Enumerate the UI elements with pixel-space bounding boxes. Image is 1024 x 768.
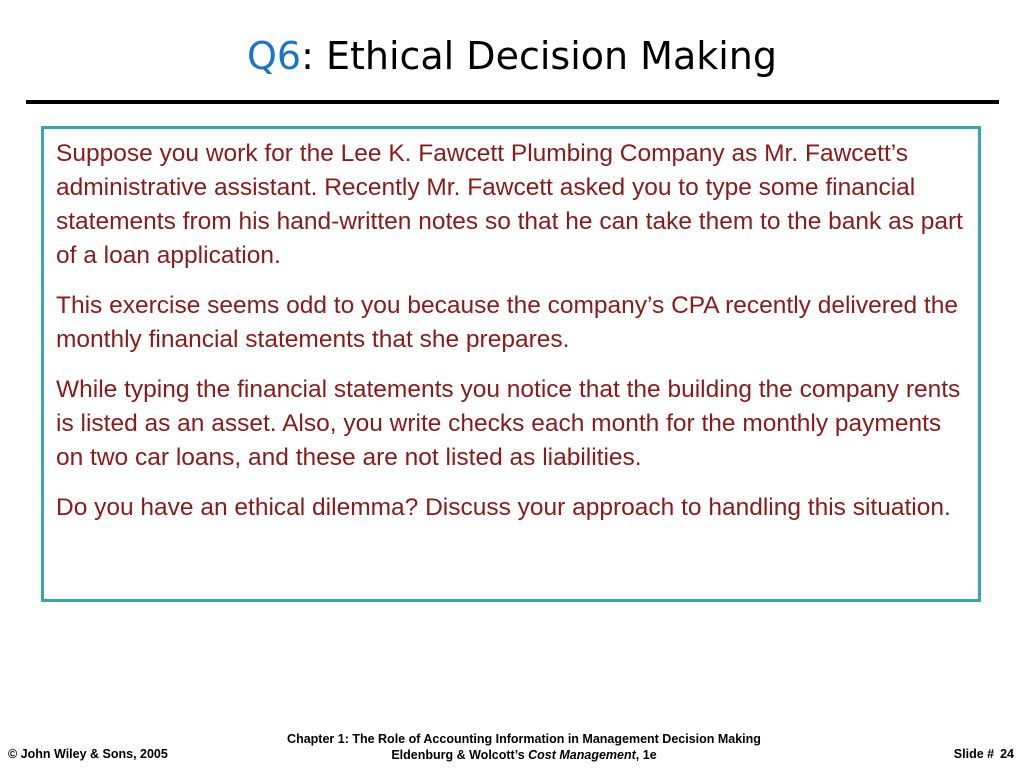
footer-book-prefix: Eldenburg & Wolcott’s xyxy=(391,748,529,762)
scenario-paragraph-4: Do you have an ethical dilemma? Discuss your approach to handling this situation. xyxy=(56,494,951,521)
footer-book-title: Cost Management xyxy=(528,748,636,762)
footer-center xyxy=(200,731,848,763)
scenario-paragraph-2: This exercise seems odd to you because the company’s CPA recently delivered the monthly financial statements that she prepares. xyxy=(56,292,958,353)
footer-chapter: Chapter 1: The Role of Accounting Information in Management Decision Making xyxy=(287,732,761,746)
scenario-box xyxy=(41,126,981,602)
footer-book xyxy=(200,747,848,763)
footer-slide-number xyxy=(954,746,1014,762)
footer-book-suffix: , 1e xyxy=(635,748,657,762)
footer-copyright: © John Wiley & Sons, 2005 xyxy=(8,747,168,761)
slide-title-text: : Ethical Decision Making xyxy=(301,34,778,78)
scenario-paragraph-1: Suppose you work for the Lee K. Fawcett Plumbing Company as Mr. Fawcett’s administrative assistant. Recently Mr. Fawcett asked you to type some financial statements from his hand-written notes so that he can take them to the bank as part of a loan application. xyxy=(56,140,963,269)
slide-title-question-number: Q6 xyxy=(246,34,302,78)
scenario-paragraph-3: While typing the financial statements you notice that the building the company rents is listed as an asset. Also, you write checks each month for the monthly payments on two car loans, and these are not listed as liabilities. xyxy=(56,376,961,471)
slide-number-label: Slide # xyxy=(953,747,995,761)
title-divider xyxy=(26,100,999,104)
slide-number-value: 24 xyxy=(1000,747,1014,761)
slide-title xyxy=(0,30,1024,82)
